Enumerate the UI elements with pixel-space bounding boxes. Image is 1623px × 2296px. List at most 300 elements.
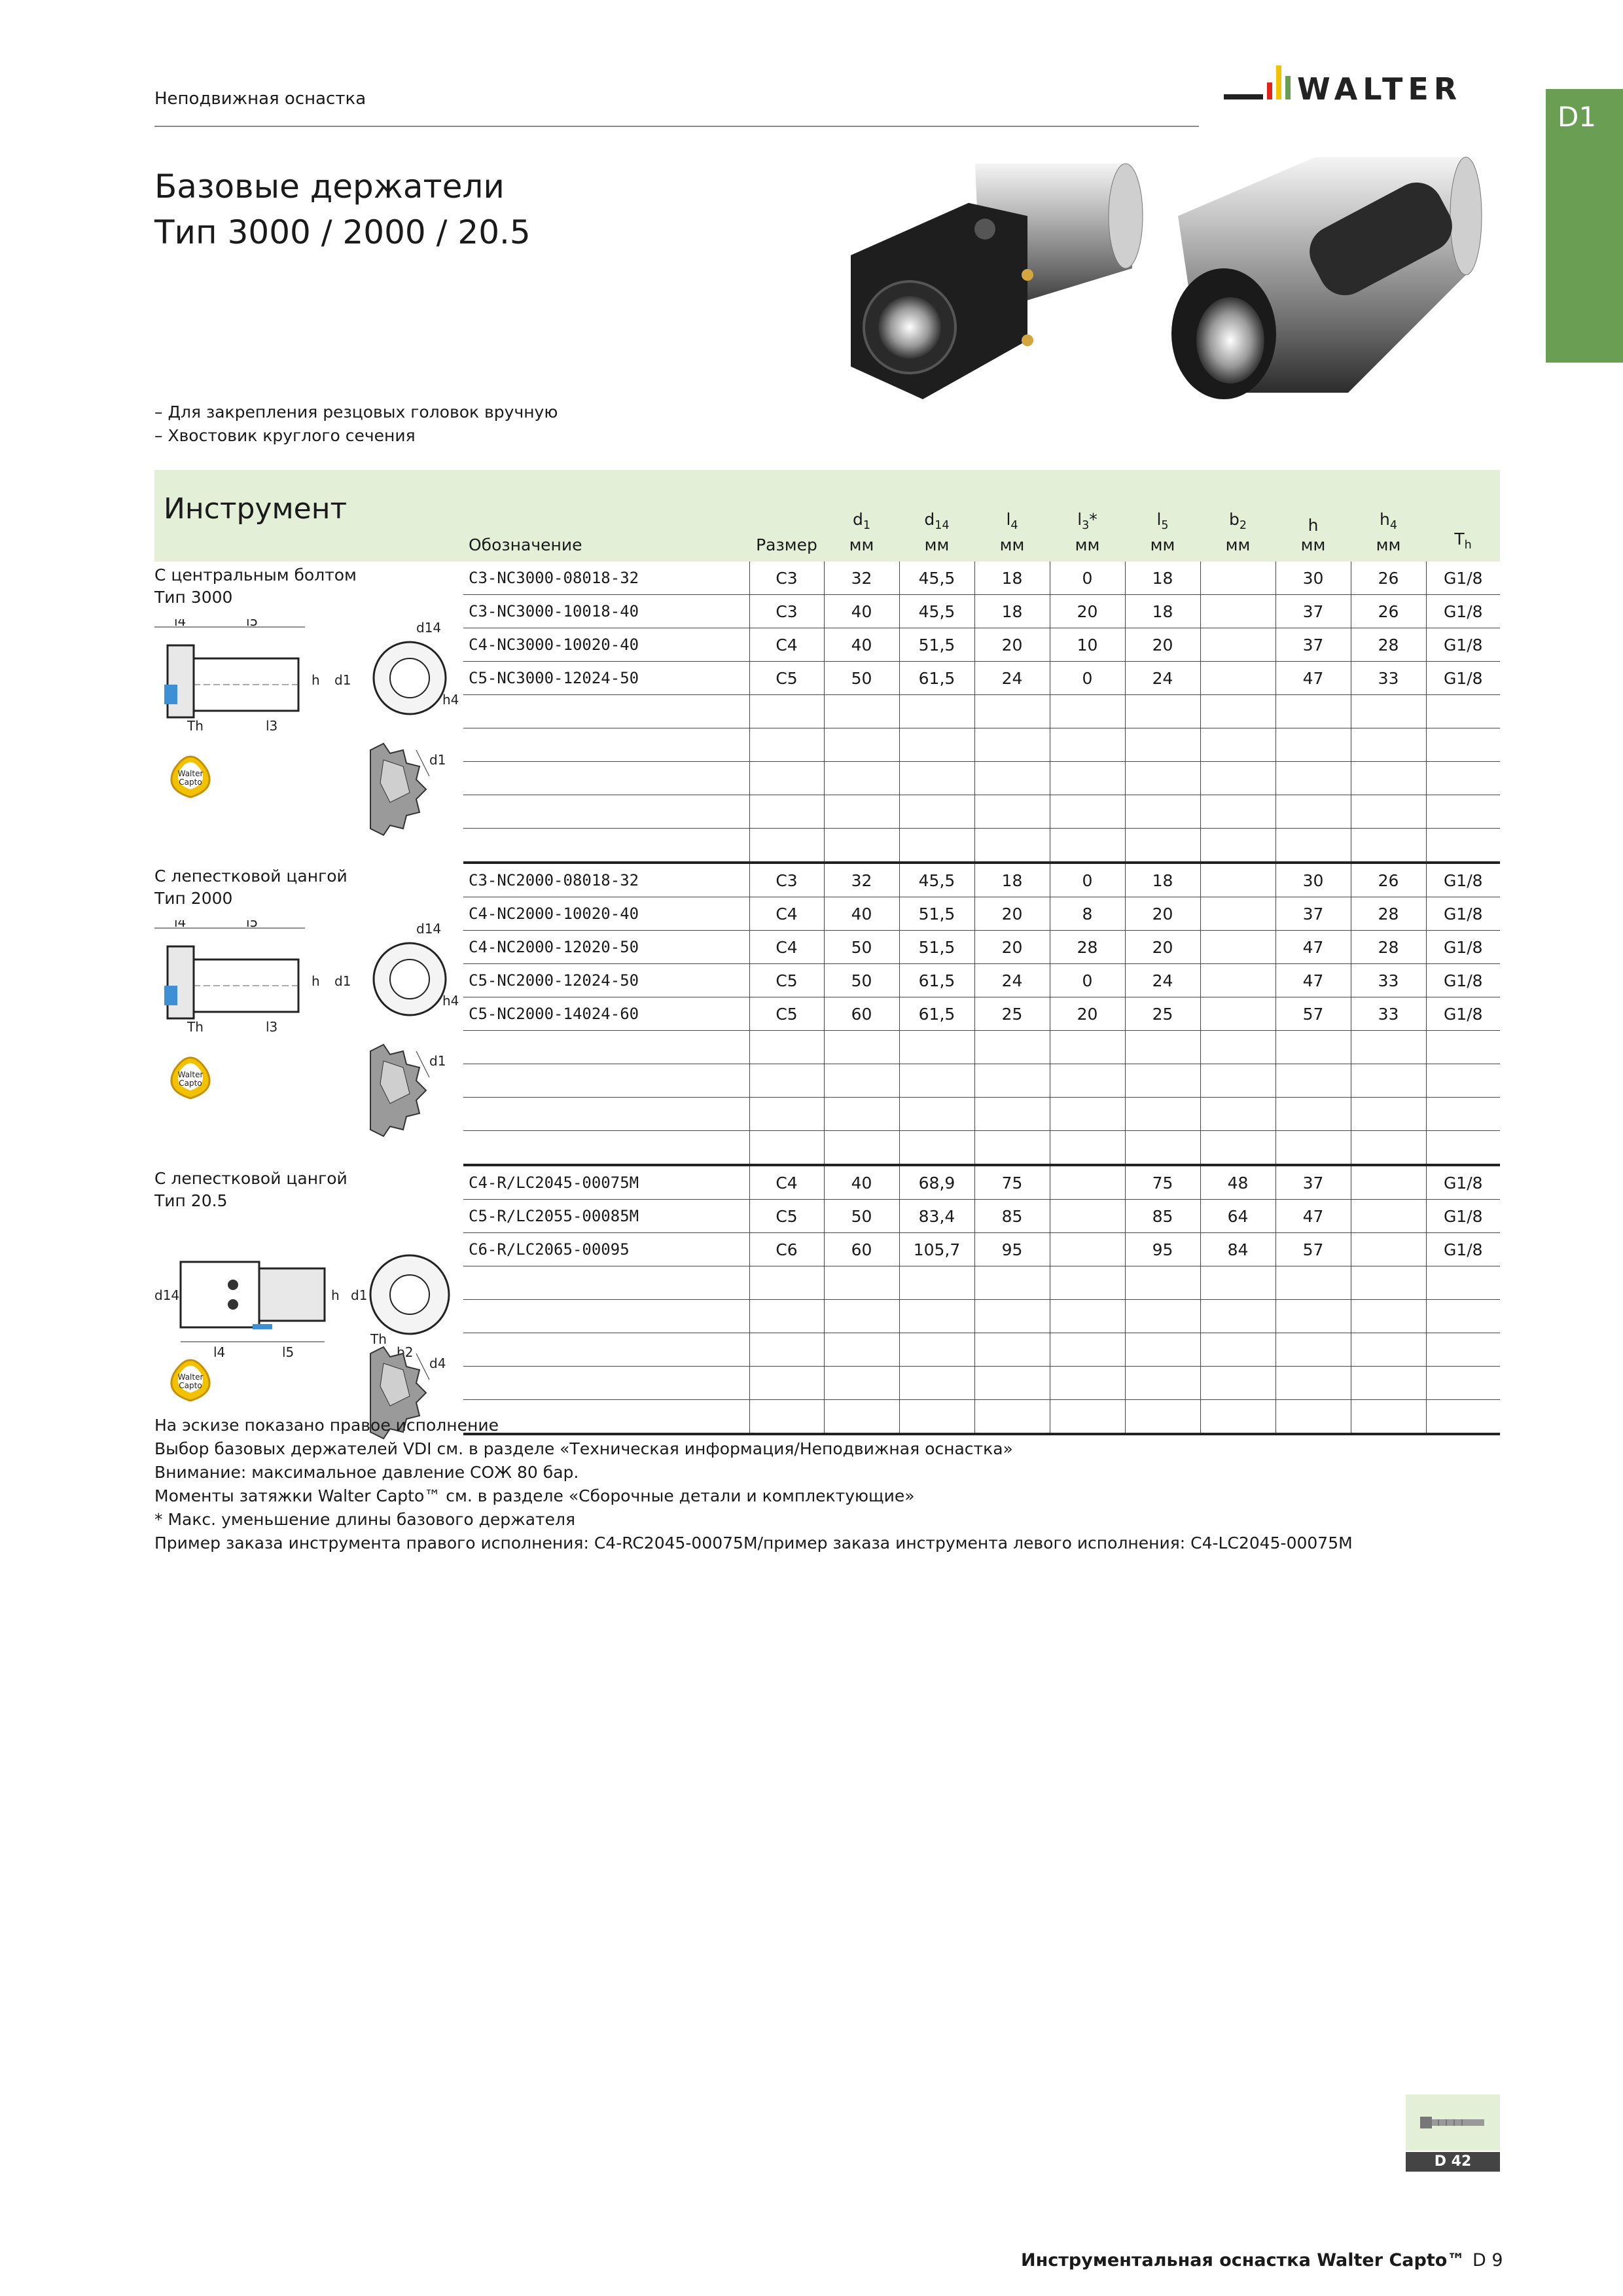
size-cell: C3	[749, 595, 824, 628]
h4-cell: 28	[1351, 897, 1426, 931]
b2-cell: 64	[1200, 1200, 1275, 1233]
size-cell	[749, 1300, 824, 1333]
b2-cell	[1200, 595, 1275, 628]
l5-cell	[1125, 762, 1200, 795]
h4-cell: 26	[1351, 595, 1426, 628]
l5-cell	[1125, 695, 1200, 728]
h-cell	[1275, 1131, 1351, 1166]
th-cell	[1426, 1367, 1500, 1400]
col-header-b2: $b_2$ мм	[1225, 510, 1251, 554]
l5-cell	[1125, 1333, 1200, 1367]
th-cell	[1426, 762, 1500, 795]
l4-cell	[974, 1367, 1050, 1400]
l3-cell	[1050, 1165, 1125, 1200]
d14-cell: 51,5	[899, 628, 974, 662]
h-cell	[1275, 695, 1351, 728]
l5-cell: 20	[1125, 897, 1200, 931]
d14-cell	[899, 1367, 974, 1400]
size-cell	[749, 1098, 824, 1131]
d14-cell	[899, 695, 974, 728]
d1-cell: 50	[824, 1200, 899, 1233]
h4-cell: 33	[1351, 662, 1426, 695]
d14-cell: 45,5	[899, 863, 974, 897]
d1-cell: 60	[824, 1233, 899, 1266]
l4-cell	[974, 695, 1050, 728]
d14-cell	[899, 829, 974, 863]
col-header-d1: $d_1$ мм	[849, 510, 874, 554]
h4-cell	[1351, 1233, 1426, 1266]
d1-cell: 40	[824, 595, 899, 628]
svg-text:d1: d1	[429, 752, 446, 768]
h-cell: 47	[1275, 931, 1351, 964]
l4-cell: 85	[974, 1200, 1050, 1233]
th-cell: G1/8	[1426, 931, 1500, 964]
h4-cell	[1351, 795, 1426, 829]
svg-text:l4: l4	[213, 1344, 226, 1360]
h-cell	[1275, 1333, 1351, 1367]
cross-reference-label: D 42	[1406, 2152, 1500, 2172]
svg-text:d14: d14	[154, 1287, 180, 1303]
h-cell: 57	[1275, 997, 1351, 1031]
svg-text:Capto: Capto	[179, 1079, 202, 1088]
d14-cell: 51,5	[899, 931, 974, 964]
b2-cell	[1200, 1333, 1275, 1367]
l4-cell	[974, 829, 1050, 863]
d14-cell	[899, 1131, 974, 1166]
b2-cell	[1200, 1300, 1275, 1333]
th-cell	[1426, 1098, 1500, 1131]
h-cell: 47	[1275, 1200, 1351, 1233]
holder-type-20-5-photo	[1171, 157, 1482, 399]
h-cell	[1275, 1266, 1351, 1300]
designation-cell	[463, 1266, 749, 1300]
b2-cell	[1200, 863, 1275, 897]
collet-sketch	[370, 1045, 446, 1136]
h-cell: 37	[1275, 1165, 1351, 1200]
d14-cell	[899, 1333, 974, 1367]
col-header-size: Размер	[756, 535, 817, 554]
designation-cell	[463, 1333, 749, 1367]
size-cell: C4	[749, 1165, 824, 1200]
h-cell	[1275, 1098, 1351, 1131]
col-header-h4: $h_4$ мм	[1376, 510, 1401, 554]
l5-cell	[1125, 1031, 1200, 1064]
tool-sketch	[154, 619, 462, 842]
th-cell: G1/8	[1426, 1233, 1500, 1266]
l4-cell: 18	[974, 863, 1050, 897]
th-cell	[1426, 695, 1500, 728]
l3-cell	[1050, 1233, 1125, 1266]
h-cell: 30	[1275, 863, 1351, 897]
section-title: Неподвижная оснастка	[154, 89, 366, 109]
l4-cell	[974, 1031, 1050, 1064]
d14-cell: 105,7	[899, 1233, 974, 1266]
collet-sketch	[370, 744, 446, 835]
note-item: Пример заказа инструмента правого исполнения: C4-RC2045-00075M/пример заказа инструмента левого исполнения: C4-LC2045-00075M	[154, 1534, 1353, 1552]
svg-text:h4: h4	[442, 993, 459, 1009]
th-cell: G1/8	[1426, 562, 1500, 595]
d14-cell: 51,5	[899, 897, 974, 931]
th-cell: G1/8	[1426, 595, 1500, 628]
size-cell: C5	[749, 1200, 824, 1233]
size-cell	[749, 1266, 824, 1300]
h-cell	[1275, 728, 1351, 762]
tool-group-cell	[154, 1165, 463, 1434]
h4-cell: 33	[1351, 997, 1426, 1031]
tool-group-label: С центральным болтом Тип 3000	[154, 565, 357, 607]
page-title	[154, 164, 531, 255]
b2-cell	[1200, 1031, 1275, 1064]
h4-cell	[1351, 1098, 1426, 1131]
l5-cell: 85	[1125, 1200, 1200, 1233]
th-cell	[1426, 1333, 1500, 1367]
designation-cell	[463, 728, 749, 762]
svg-text:d1: d1	[334, 672, 351, 688]
th-cell	[1426, 1266, 1500, 1300]
b2-cell	[1200, 1098, 1275, 1131]
svg-text:h: h	[331, 1287, 340, 1303]
b2-cell	[1200, 1367, 1275, 1400]
size-cell: C3	[749, 562, 824, 595]
l3-cell	[1050, 1200, 1125, 1233]
l5-cell: 24	[1125, 662, 1200, 695]
l4-cell	[974, 728, 1050, 762]
l3-cell	[1050, 795, 1125, 829]
product-photo	[812, 144, 1505, 419]
h-cell	[1275, 1064, 1351, 1098]
b2-cell	[1200, 897, 1275, 931]
designation-cell: C3-NC2000-08018-32	[463, 863, 749, 897]
d1-cell: 40	[824, 628, 899, 662]
size-cell	[749, 728, 824, 762]
size-cell: C5	[749, 964, 824, 997]
h4-cell: 26	[1351, 863, 1426, 897]
d14-cell: 68,9	[899, 1165, 974, 1200]
l5-cell: 18	[1125, 595, 1200, 628]
size-cell: C3	[749, 863, 824, 897]
h-cell: 57	[1275, 1233, 1351, 1266]
designation-cell	[463, 695, 749, 728]
designation-cell: C4-R/LC2045-00075M	[463, 1165, 749, 1200]
holder-type-3000-photo	[851, 164, 1143, 399]
h-cell: 37	[1275, 628, 1351, 662]
d14-cell	[899, 795, 974, 829]
d14-cell: 61,5	[899, 997, 974, 1031]
d14-cell	[899, 1098, 974, 1131]
h-cell	[1275, 1031, 1351, 1064]
svg-text:d4: d4	[429, 1355, 446, 1371]
b2-cell: 84	[1200, 1233, 1275, 1266]
b2-cell	[1200, 964, 1275, 997]
svg-text:h4: h4	[442, 692, 459, 708]
col-header-d14: $d_{14}$ мм	[924, 510, 950, 554]
th-cell	[1426, 795, 1500, 829]
size-cell	[749, 1131, 824, 1166]
page-number: D 9	[1472, 2250, 1503, 2270]
l3-cell	[1050, 695, 1125, 728]
walter-capto-icon	[171, 757, 209, 797]
designation-cell	[463, 795, 749, 829]
l5-cell: 24	[1125, 964, 1200, 997]
b2-cell	[1200, 931, 1275, 964]
b2-cell	[1200, 829, 1275, 863]
l3-cell: 0	[1050, 863, 1125, 897]
col-header-l5: $l_5$ мм	[1150, 510, 1175, 554]
l5-cell	[1125, 1367, 1200, 1400]
svg-text:Capto: Capto	[179, 1381, 202, 1390]
header-rule	[154, 126, 1199, 127]
designation-cell: C5-NC2000-14024-60	[463, 997, 749, 1031]
l4-cell	[974, 795, 1050, 829]
l4-cell: 75	[974, 1165, 1050, 1200]
d14-cell: 61,5	[899, 964, 974, 997]
d1-cell	[824, 1367, 899, 1400]
l3-cell	[1050, 728, 1125, 762]
th-cell: G1/8	[1426, 1200, 1500, 1233]
l3-cell: 20	[1050, 595, 1125, 628]
chapter-tab	[1546, 89, 1623, 363]
th-cell: G1/8	[1426, 863, 1500, 897]
d1-cell	[824, 1064, 899, 1098]
l5-cell	[1125, 1098, 1200, 1131]
l4-cell	[974, 1300, 1050, 1333]
feature-item: – Хвостовик круглого сечения	[154, 426, 416, 445]
size-cell	[749, 695, 824, 728]
bolt-icon	[1406, 2094, 1500, 2151]
l5-cell: 18	[1125, 863, 1200, 897]
designation-cell	[463, 829, 749, 863]
designation-cell: C5-NC2000-12024-50	[463, 964, 749, 997]
d14-cell	[899, 762, 974, 795]
l5-cell: 18	[1125, 562, 1200, 595]
svg-text:d1: d1	[429, 1053, 446, 1069]
tool-group-cell	[154, 863, 463, 1165]
page-title-line2: Тип 3000 / 2000 / 20.5	[154, 213, 531, 251]
size-cell	[749, 762, 824, 795]
l3-cell	[1050, 1031, 1125, 1064]
size-cell: C5	[749, 662, 824, 695]
d14-cell	[899, 1266, 974, 1300]
svg-text:l5: l5	[246, 619, 259, 629]
l3-cell	[1050, 1367, 1125, 1400]
l3-cell: 0	[1050, 964, 1125, 997]
d1-cell	[824, 829, 899, 863]
l3-cell	[1050, 829, 1125, 863]
b2-cell	[1200, 1131, 1275, 1166]
h-cell	[1275, 762, 1351, 795]
d1-cell: 32	[824, 562, 899, 595]
feature-item: – Для закрепления резцовых головок вручную	[154, 403, 558, 422]
b2-cell: 48	[1200, 1165, 1275, 1200]
l4-cell: 25	[974, 997, 1050, 1031]
b2-cell	[1200, 997, 1275, 1031]
designation-cell: C5-NC3000-12024-50	[463, 662, 749, 695]
designation-cell: C4-NC3000-10020-40	[463, 628, 749, 662]
l5-cell	[1125, 829, 1200, 863]
l3-cell: 8	[1050, 897, 1125, 931]
b2-cell	[1200, 562, 1275, 595]
product-table	[154, 470, 1500, 1435]
tool-group-cell	[154, 562, 463, 863]
svg-text:l3: l3	[266, 1019, 278, 1035]
col-header-h: h мм	[1300, 516, 1326, 554]
designation-cell: C3-NC3000-10018-40	[463, 595, 749, 628]
l5-cell	[1125, 1300, 1200, 1333]
d1-cell: 50	[824, 931, 899, 964]
th-cell	[1426, 1031, 1500, 1064]
h4-cell	[1351, 1266, 1426, 1300]
svg-text:Walter: Walter	[177, 769, 204, 778]
size-cell	[749, 1333, 824, 1367]
l5-cell: 20	[1125, 628, 1200, 662]
designation-cell	[463, 1064, 749, 1098]
l5-cell: 75	[1125, 1165, 1200, 1200]
feature-list	[154, 401, 558, 448]
size-cell	[749, 1064, 824, 1098]
designation-cell	[463, 1367, 749, 1400]
d1-cell	[824, 1131, 899, 1166]
l4-cell: 20	[974, 931, 1050, 964]
col-header-th: $T_h$	[1454, 529, 1472, 552]
d14-cell	[899, 728, 974, 762]
designation-cell: C5-R/LC2055-00085M	[463, 1200, 749, 1233]
b2-cell	[1200, 695, 1275, 728]
d1-cell: 40	[824, 1165, 899, 1200]
d14-cell: 45,5	[899, 595, 974, 628]
walter-logo	[1224, 60, 1505, 113]
th-cell: G1/8	[1426, 628, 1500, 662]
h-cell: 30	[1275, 562, 1351, 595]
l4-cell: 24	[974, 662, 1050, 695]
svg-text:Th: Th	[187, 1019, 204, 1035]
size-cell: C4	[749, 897, 824, 931]
l3-cell: 28	[1050, 931, 1125, 964]
h-cell: 47	[1275, 662, 1351, 695]
h4-cell	[1351, 1131, 1426, 1166]
h4-cell	[1351, 1200, 1426, 1233]
designation-cell	[463, 1098, 749, 1131]
d1-cell: 60	[824, 997, 899, 1031]
l4-cell: 20	[974, 897, 1050, 931]
d1-cell	[824, 1333, 899, 1367]
h-cell: 47	[1275, 964, 1351, 997]
table-row	[154, 863, 1500, 897]
l5-cell: 20	[1125, 931, 1200, 964]
l3-cell	[1050, 1098, 1125, 1131]
cross-reference[interactable]	[1406, 2094, 1500, 2173]
size-cell	[749, 1367, 824, 1400]
h4-cell: 33	[1351, 964, 1426, 997]
svg-text:Walter: Walter	[177, 1372, 204, 1382]
b2-cell	[1200, 1064, 1275, 1098]
d1-cell	[824, 1031, 899, 1064]
l3-cell: 10	[1050, 628, 1125, 662]
table-row	[154, 562, 1500, 595]
notes	[154, 1414, 1353, 1555]
th-cell	[1426, 1400, 1500, 1435]
note-item: * Макс. уменьшение длины базового держателя	[154, 1510, 575, 1529]
th-cell	[1426, 728, 1500, 762]
size-cell: C5	[749, 997, 824, 1031]
product-table-wrap	[154, 470, 1500, 1435]
d14-cell: 61,5	[899, 662, 974, 695]
th-cell	[1426, 1064, 1500, 1098]
svg-text:d1: d1	[334, 973, 351, 989]
h-cell: 37	[1275, 595, 1351, 628]
svg-text:l5: l5	[246, 920, 259, 930]
d1-cell	[824, 762, 899, 795]
svg-text:l5: l5	[282, 1344, 294, 1360]
size-cell: C4	[749, 628, 824, 662]
d1-cell	[824, 795, 899, 829]
h-cell	[1275, 829, 1351, 863]
th-cell: G1/8	[1426, 1165, 1500, 1200]
svg-text:d14: d14	[416, 921, 442, 937]
l3-cell	[1050, 1300, 1125, 1333]
tool-group-label: С лепестковой цангой Тип 2000	[154, 867, 348, 908]
d1-cell	[824, 1098, 899, 1131]
svg-text:b2: b2	[397, 1344, 414, 1360]
logo-text: WALTER	[1297, 71, 1463, 107]
b2-cell	[1200, 1266, 1275, 1300]
l4-cell	[974, 1064, 1050, 1098]
d14-cell: 45,5	[899, 562, 974, 595]
d1-cell	[824, 1300, 899, 1333]
l4-cell	[974, 762, 1050, 795]
l4-cell	[974, 1333, 1050, 1367]
h4-cell	[1351, 1064, 1426, 1098]
d1-cell	[824, 1266, 899, 1300]
chapter-tab-label: D1	[1558, 101, 1597, 133]
l4-cell: 20	[974, 628, 1050, 662]
l4-cell: 18	[974, 595, 1050, 628]
h4-cell	[1351, 1300, 1426, 1333]
designation-cell: C3-NC3000-08018-32	[463, 562, 749, 595]
l5-cell	[1125, 1266, 1200, 1300]
h4-cell: 28	[1351, 931, 1426, 964]
note-item: Моменты затяжки Walter Capto™ см. в разделе «Сборочные детали и комплектующие»	[154, 1486, 915, 1505]
h4-cell	[1351, 1031, 1426, 1064]
col-header-l3: $l_3*$ мм	[1075, 510, 1100, 554]
size-cell: C4	[749, 931, 824, 964]
b2-cell	[1200, 795, 1275, 829]
designation-cell	[463, 1131, 749, 1166]
h4-cell: 28	[1351, 628, 1426, 662]
l5-cell	[1125, 728, 1200, 762]
size-cell	[749, 795, 824, 829]
l3-cell	[1050, 1333, 1125, 1367]
svg-text:l4: l4	[174, 920, 187, 930]
th-cell: G1/8	[1426, 662, 1500, 695]
svg-text:h: h	[312, 672, 320, 688]
h4-cell	[1351, 762, 1426, 795]
walter-capto-icon	[171, 1360, 209, 1401]
h-cell: 37	[1275, 897, 1351, 931]
page-title-line1: Базовые держатели	[154, 168, 505, 206]
h-cell	[1275, 1367, 1351, 1400]
d14-cell	[899, 1064, 974, 1098]
svg-text:l3: l3	[266, 718, 278, 734]
l5-cell	[1125, 795, 1200, 829]
h4-cell	[1351, 829, 1426, 863]
d14-cell: 83,4	[899, 1200, 974, 1233]
l3-cell	[1050, 1131, 1125, 1166]
svg-text:h: h	[312, 973, 320, 989]
svg-text:d1: d1	[351, 1287, 368, 1303]
h-cell	[1275, 1300, 1351, 1333]
h-cell	[1275, 795, 1351, 829]
l4-cell	[974, 1098, 1050, 1131]
